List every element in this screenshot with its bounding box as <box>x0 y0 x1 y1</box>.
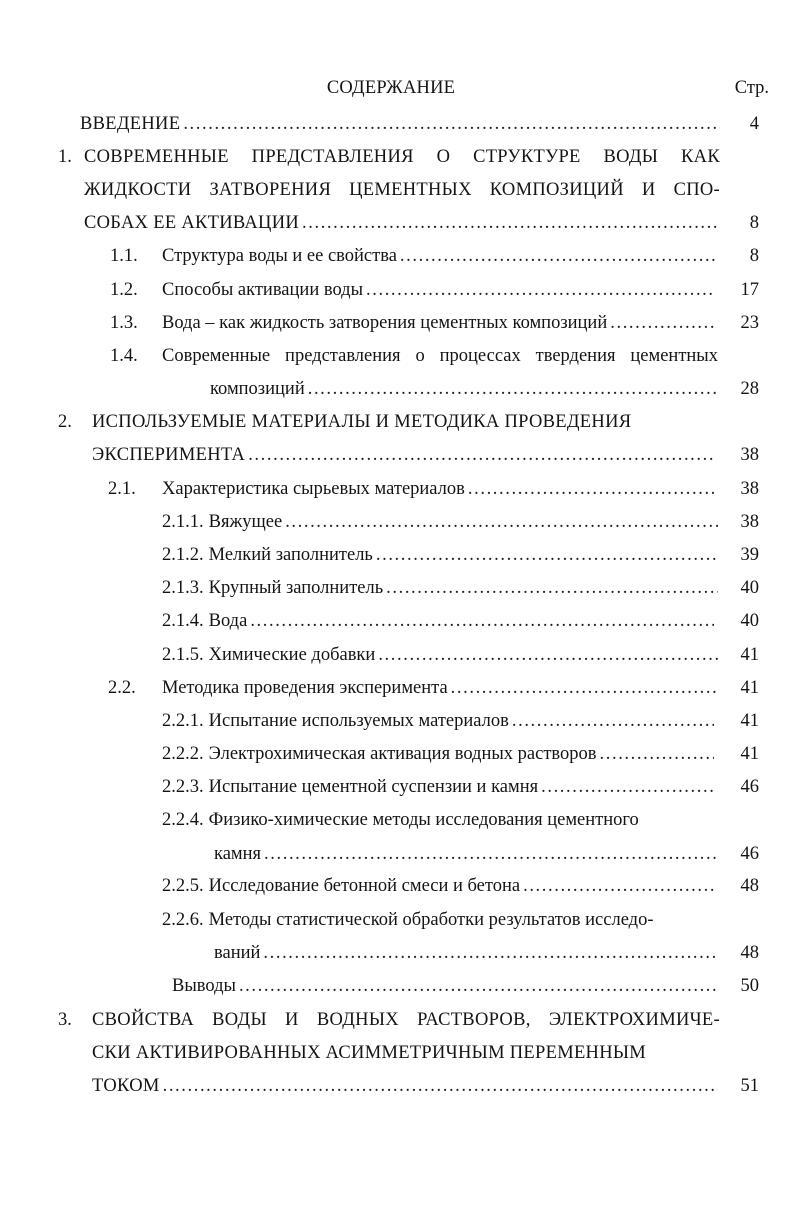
toc-entry-2-1 <box>162 477 718 501</box>
entry-number: 2.2.1. <box>162 711 204 731</box>
toc-entry-2-2-4-line2 <box>214 842 718 866</box>
page-number: 46 <box>740 844 759 864</box>
leader-dots <box>376 543 718 567</box>
entry-text: Характеристика сырьевых материалов <box>162 479 465 499</box>
page-number: 41 <box>740 744 759 764</box>
toc-entry-2-2 <box>162 676 718 700</box>
leader-dots <box>378 643 718 667</box>
entry-text: Испытание используемых материалов <box>208 711 509 731</box>
entry-number: 2.1.4. <box>162 611 204 631</box>
entry-number: 2.2.3. <box>162 777 204 797</box>
entry-text: ЭКСПЕРИМЕНТА <box>92 445 246 465</box>
page-number: 40 <box>740 611 759 631</box>
page-number: 28 <box>740 379 759 399</box>
entry-number: 2. <box>58 412 72 432</box>
toc-entry-2-2-6-line1 <box>162 908 710 932</box>
page-number: 8 <box>749 246 759 266</box>
entry-text: Выводы <box>172 976 236 996</box>
toc-entry-1-4-line1 <box>162 344 718 368</box>
entry-text: Вода – как жидкость затворения цементных композиций <box>162 313 608 333</box>
entry-text: СВОЙСТВА ВОДЫ И ВОДНЫХ РАСТВОРОВ, ЭЛЕКТРОХИМИЧЕ- <box>92 1010 720 1030</box>
page-number: 50 <box>740 976 759 996</box>
entry-text: камня <box>214 844 262 864</box>
entry-number: 2.2.6. <box>162 910 204 930</box>
leader-dots <box>468 477 718 501</box>
leader-dots <box>451 676 718 700</box>
page-number: 41 <box>740 711 759 731</box>
entry-number: 2.1.2. <box>162 545 204 565</box>
toc-entry-3-line2 <box>92 1041 692 1065</box>
page-number: 4 <box>749 114 759 134</box>
entry-text: ЖИДКОСТИ ЗАТВОРЕНИЯ ЦЕМЕНТНЫХ КОМПОЗИЦИЙ И СПО- <box>84 180 720 200</box>
toc-entry-1-line3 <box>84 211 720 235</box>
entry-text: Современные представления о процессах твердения цементных <box>162 346 718 366</box>
page-number: 39 <box>740 545 759 565</box>
toc-entry-3-line3 <box>92 1074 718 1098</box>
leader-dots <box>308 377 718 401</box>
page-number: 23 <box>740 313 759 333</box>
entry-number: 2.2.4. <box>162 810 204 830</box>
entry-number: 1.4. <box>110 346 138 366</box>
entry-number: 2.1. <box>108 479 136 499</box>
leader-dots <box>302 211 720 235</box>
leader-dots <box>386 576 718 600</box>
leader-dots <box>541 775 714 799</box>
entry-number: 1.3. <box>110 313 138 333</box>
entry-text: Электрохимическая активация водных растворов <box>208 744 597 764</box>
page-number: 38 <box>740 479 759 499</box>
entry-text: СОВРЕМЕННЫЕ ПРЕДСТАВЛЕНИЯ О СТРУКТУРЕ ВОДЫ КАК <box>84 147 720 167</box>
entry-text: ваний <box>214 943 261 963</box>
toc-entry-1-line2 <box>84 178 720 202</box>
entry-text: Физико-химические методы исследования цементного <box>208 810 639 830</box>
entry-number: 1. <box>58 147 72 167</box>
entry-text: Мелкий заполнитель <box>208 545 373 565</box>
leader-dots <box>512 709 714 733</box>
entry-text: ТОКОМ <box>92 1076 160 1096</box>
entry-text: СКИ АКТИВИРОВАННЫХ АСИММЕТРИЧНЫМ ПЕРЕМЕННЫМ <box>92 1043 647 1063</box>
leader-dots <box>600 742 714 766</box>
entry-text: Исследование бетонной смеси и бетона <box>208 876 521 896</box>
page-number: 8 <box>749 213 759 233</box>
entry-number: 2.1.5. <box>162 645 204 665</box>
leader-dots <box>248 443 716 467</box>
entry-text: ВВЕДЕНИЕ <box>80 114 181 134</box>
entry-text: СОБАХ ЕЕ АКТИВАЦИИ <box>84 213 300 233</box>
page-number: 40 <box>740 578 759 598</box>
toc-entry-2-2-6-line2 <box>214 941 716 965</box>
toc-entry-2-2-1 <box>162 709 714 733</box>
leader-dots <box>239 974 718 998</box>
leader-dots <box>264 842 718 866</box>
entry-number: 2.2. <box>108 678 136 698</box>
page-number: 48 <box>740 876 759 896</box>
toc-entry-intro <box>80 112 720 136</box>
entry-text: Вяжущее <box>208 512 283 532</box>
entry-number: 1.1. <box>110 246 138 266</box>
toc-entry-2-1-5 <box>162 643 718 667</box>
page-number: 38 <box>740 445 759 465</box>
leader-dots <box>523 874 716 898</box>
entry-number: 2.2.2. <box>162 744 204 764</box>
toc-entry-2-line1 <box>92 410 712 434</box>
toc-entry-1-4-line2 <box>210 377 718 401</box>
entry-text: Крупный заполнитель <box>208 578 384 598</box>
entry-text: Химические добавки <box>208 645 376 665</box>
leader-dots <box>400 244 718 268</box>
page-number: 51 <box>740 1076 759 1096</box>
toc-entry-2-1-3 <box>162 576 718 600</box>
page-number: 38 <box>740 512 759 532</box>
entry-text: Структура воды и ее свойства <box>162 246 397 266</box>
leader-dots <box>366 278 716 302</box>
toc-entry-1-1 <box>162 244 718 268</box>
toc-entry-2-2-2 <box>162 742 714 766</box>
toc-entry-2-2-5 <box>162 874 716 898</box>
toc-entry-2-2-4-line1 <box>162 808 690 832</box>
entry-text: ИСПОЛЬЗУЕМЫЕ МАТЕРИАЛЫ И МЕТОДИКА ПРОВЕДЕНИЯ <box>92 412 632 432</box>
entry-text: Вода <box>208 611 248 631</box>
toc-title: СОДЕРЖАНИЕ <box>326 78 456 98</box>
leader-dots <box>263 941 716 965</box>
toc-entry-3-line1 <box>92 1008 720 1032</box>
toc-entry-2-1-1 <box>162 510 718 534</box>
entry-text: Способы активации воды <box>162 280 364 300</box>
entry-text: Методы статистической обработки результатов исследо- <box>208 910 654 930</box>
toc-entry-2-1-4 <box>162 609 714 633</box>
entry-number: 3. <box>58 1010 72 1030</box>
entry-text: Методика проведения эксперимента <box>162 678 448 698</box>
entry-number: 2.1.3. <box>162 578 204 598</box>
toc-entry-2-2-3 <box>162 775 714 799</box>
page-number: 41 <box>740 678 759 698</box>
toc-entry-1-line1 <box>84 145 720 169</box>
entry-text: композиций <box>210 379 305 399</box>
entry-text: Испытание цементной суспензии и камня <box>208 777 539 797</box>
toc-entry-1-2 <box>162 278 716 302</box>
page-number: 41 <box>740 645 759 665</box>
entry-number: 1.2. <box>110 280 138 300</box>
leader-dots <box>285 510 718 534</box>
toc-entry-1-3 <box>162 311 716 335</box>
page-number: 46 <box>740 777 759 797</box>
leader-dots <box>183 112 720 136</box>
page-number: 17 <box>740 280 759 300</box>
toc-entry-conclusions <box>172 974 718 998</box>
leader-dots <box>610 311 716 335</box>
leader-dots <box>163 1074 718 1098</box>
toc-entry-2-1-2 <box>162 543 718 567</box>
entry-number: 2.1.1. <box>162 512 204 532</box>
leader-dots <box>250 609 714 633</box>
entry-number: 2.2.5. <box>162 876 204 896</box>
page-number: 48 <box>740 943 759 963</box>
toc-entry-2-line2 <box>92 443 716 467</box>
page-column-label: Стр. <box>734 78 769 98</box>
